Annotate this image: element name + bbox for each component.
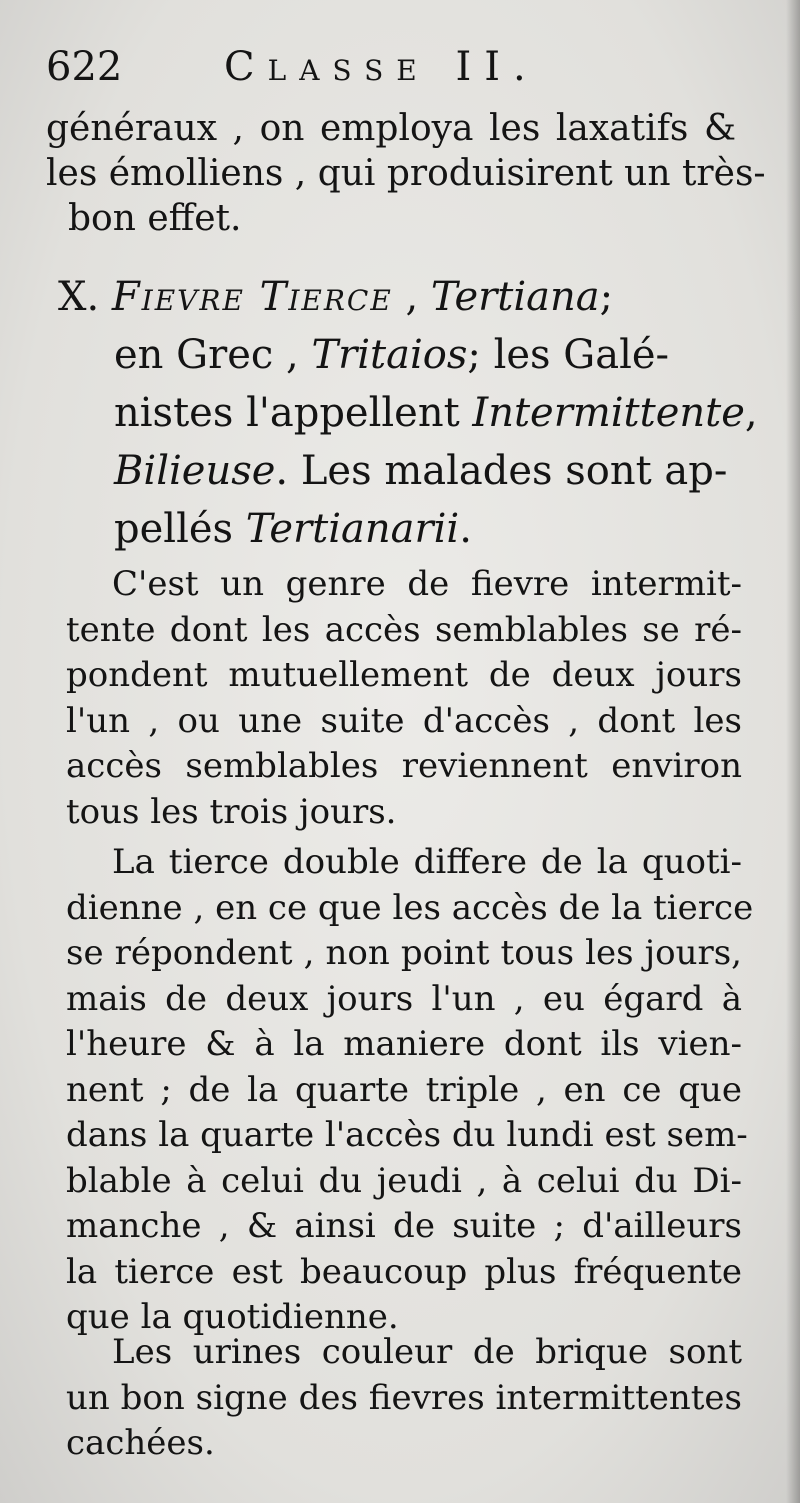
heading-text: en Grec , bbox=[114, 332, 312, 378]
heading-text: . bbox=[459, 506, 472, 552]
text-line: cachées. bbox=[66, 1423, 215, 1463]
text-line: un bon signe des fievres intermittentes bbox=[66, 1377, 742, 1418]
heading-sep: ; bbox=[599, 274, 614, 320]
bilious-name: Bilieuse bbox=[114, 448, 276, 494]
heading-text: . Les malades sont ap- bbox=[275, 448, 728, 494]
text-line: tente dont les accès semblables se ré- bbox=[66, 609, 742, 650]
galenist-name: Intermittente bbox=[472, 390, 745, 436]
heading-text: , bbox=[744, 390, 758, 436]
text-line: Les urines couleur de brique sont bbox=[112, 1332, 742, 1372]
text-line: manche , & ainsi de suite ; d'ailleurs bbox=[66, 1206, 742, 1246]
text-line: les émolliens , qui produisirent un très- bbox=[46, 153, 766, 194]
text-line: l'un , ou une suite d'accès , dont les bbox=[66, 700, 742, 741]
heading-text: pellés bbox=[114, 506, 246, 552]
text-line: dans la quarte l'accès du lundi est sem- bbox=[66, 1115, 748, 1155]
heading-line-1 bbox=[58, 268, 724, 326]
text-line: dienne , en ce que les accès de la tierce bbox=[66, 887, 754, 928]
heading-text: ; les Galé- bbox=[467, 332, 670, 378]
text-line: bon effet. bbox=[68, 198, 242, 239]
page-number: 622 bbox=[46, 44, 123, 90]
text-line: pondent mutuellement de deux jours bbox=[66, 655, 742, 695]
text-line: C'est un genre de fievre intermit- bbox=[112, 564, 742, 604]
running-head: Classe II. bbox=[224, 44, 539, 90]
latin-name: Tertiana bbox=[430, 274, 600, 320]
section-title: Fievre Tierce bbox=[111, 274, 393, 320]
text-line: blable à celui du jeudi , à celui du Di- bbox=[66, 1160, 742, 1201]
heading-line-3 bbox=[58, 384, 758, 442]
paragraph bbox=[66, 840, 754, 1341]
text-line: tous les trois jours. bbox=[66, 791, 397, 832]
paragraph bbox=[66, 562, 742, 835]
patient-name: Tertianarii bbox=[245, 506, 460, 552]
text-line: généraux , on employa les laxatifs & bbox=[46, 108, 736, 149]
intro-text bbox=[46, 106, 766, 241]
heading-line-2 bbox=[58, 326, 724, 384]
text-line: nent ; de la quarte triple , en ce que bbox=[66, 1069, 742, 1110]
section-number: X. bbox=[58, 274, 100, 320]
greek-name: Tritaios bbox=[311, 332, 468, 378]
section-heading bbox=[58, 268, 758, 558]
heading-line-4 bbox=[58, 442, 728, 500]
text-line: accès semblables reviennent environ bbox=[66, 746, 742, 786]
page-header bbox=[46, 44, 746, 104]
text-line: La tierce double differe de la quoti- bbox=[112, 842, 742, 882]
text-line: mais de deux jours l'un , eu égard à bbox=[66, 978, 742, 1019]
text-line: que la quotidienne. bbox=[66, 1297, 399, 1337]
text-line: la tierce est beaucoup plus fréquente bbox=[66, 1251, 742, 1292]
heading-text: nistes l'appellent bbox=[114, 390, 473, 436]
text-line: se répondent , non point tous les jours, bbox=[66, 933, 742, 973]
heading-line-5 bbox=[58, 500, 724, 558]
heading-sep: , bbox=[392, 274, 431, 320]
text-line: l'heure & à la maniere dont ils vien- bbox=[66, 1024, 742, 1064]
paragraph bbox=[66, 1330, 742, 1467]
